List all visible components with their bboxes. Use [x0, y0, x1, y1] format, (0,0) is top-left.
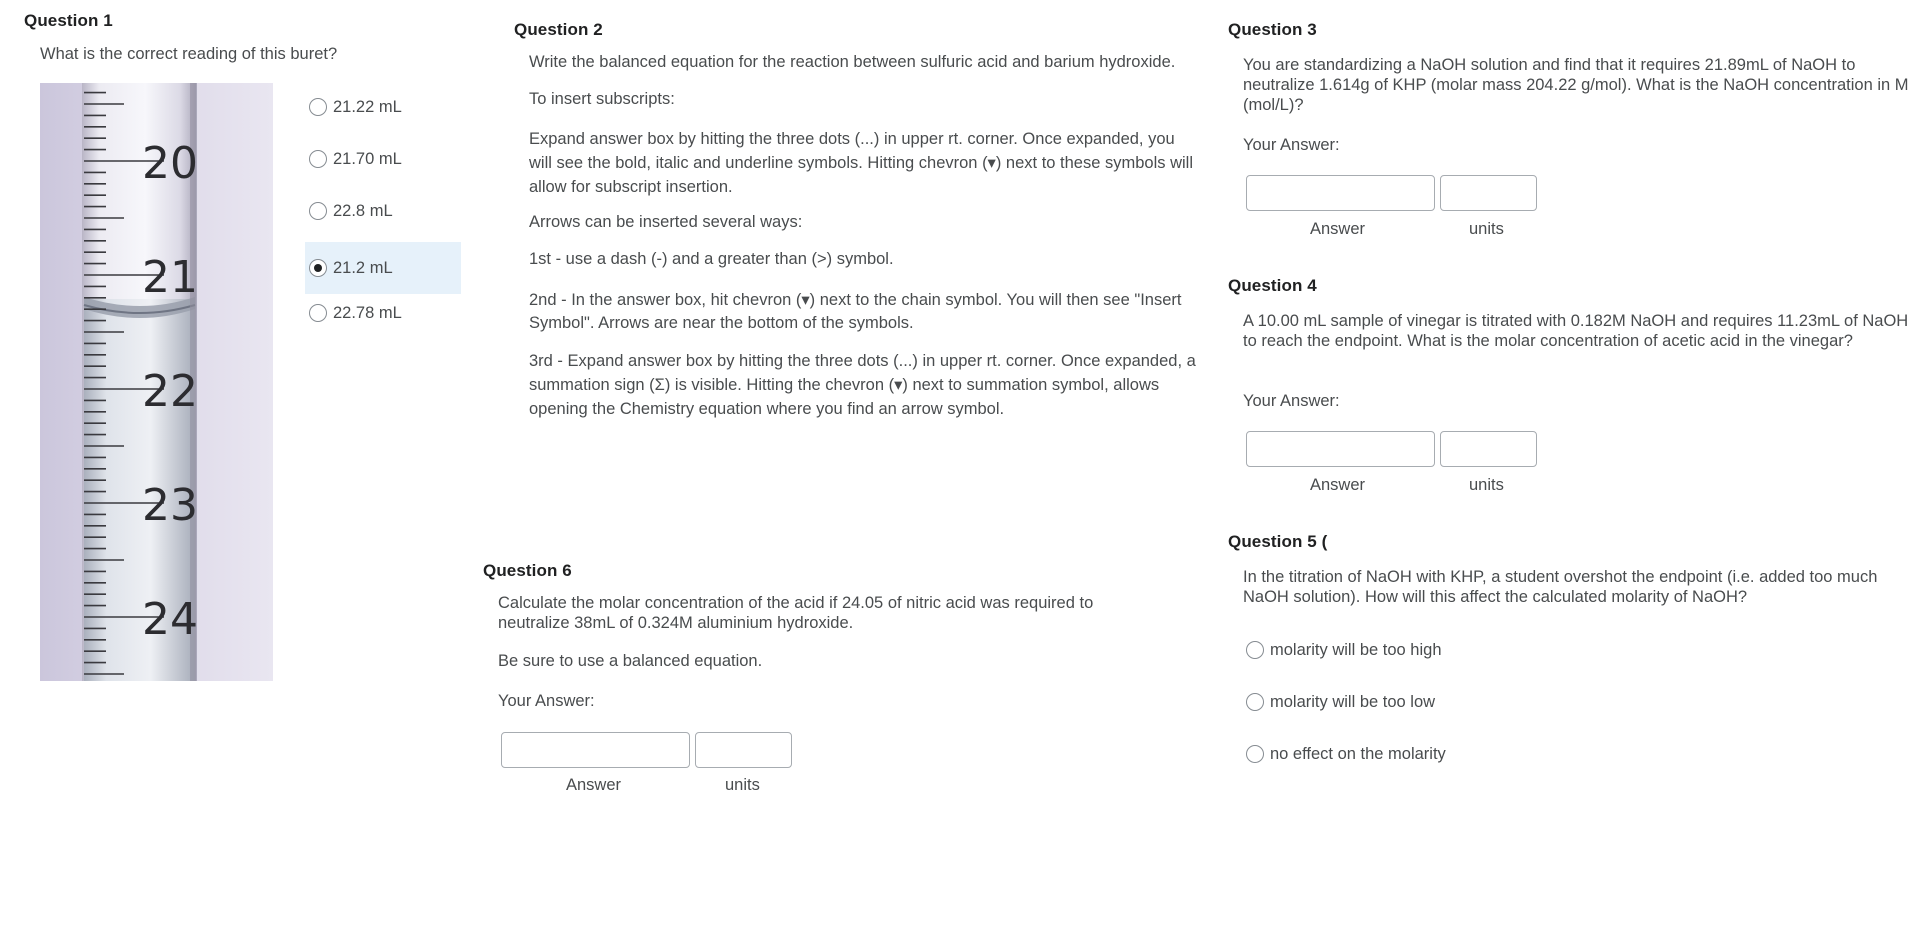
q1-option-4[interactable] [305, 242, 461, 294]
q1-option-5[interactable] [305, 288, 461, 338]
radio-button[interactable] [309, 304, 327, 322]
q3-units-caption: units [1469, 220, 1504, 238]
q1-option-label: 21.70 mL [333, 149, 402, 168]
q2-body [529, 52, 1197, 421]
buret-mark-22: 22 [142, 366, 198, 417]
q3-your-answer-label: Your Answer: [1243, 136, 1340, 154]
q5-option-2[interactable] [1242, 677, 1502, 727]
q1-option-label: 21.2 mL [333, 258, 393, 277]
radio-button[interactable] [309, 150, 327, 168]
q4-units-caption: units [1469, 476, 1504, 494]
radio-button[interactable] [1246, 693, 1264, 711]
q6-note: Be sure to use a balanced equation. [498, 652, 763, 670]
buret-mark-20: 20 [142, 138, 198, 189]
q3-title: Question 3 [1228, 20, 1317, 39]
q6-units-caption: units [725, 776, 760, 794]
q5-option-3[interactable] [1242, 729, 1502, 779]
q2-title: Question 2 [514, 20, 603, 39]
q5-option-label: molarity will be too high [1270, 640, 1442, 659]
radio-button[interactable] [309, 98, 327, 116]
q2-paragraph: Arrows can be inserted several ways: [529, 213, 803, 231]
q3-answer-caption: Answer [1310, 220, 1366, 238]
q2-paragraph: To insert subscripts: [529, 90, 675, 108]
q1-option-3[interactable] [305, 186, 461, 236]
q3-answer-input[interactable] [1246, 175, 1435, 211]
q1-option-1[interactable] [305, 82, 461, 132]
buret-image [40, 83, 273, 681]
q6-answer-input[interactable] [501, 732, 690, 768]
q6-prompt: Calculate the molar concentration of the acid if 24.05 of nitric acid was required to neutralize 38mL of 0.324M aluminium hydroxide. [498, 594, 1094, 632]
q6-units-input[interactable] [695, 732, 792, 768]
q2-paragraph: 2nd - In the answer box, hit chevron (▾) next to the chain symbol. You will then see "Insert Symbol". Arrows are near the bottom of the symbols. [529, 291, 1182, 332]
q4-answer-caption: Answer [1310, 476, 1366, 494]
q6-title: Question 6 [483, 561, 572, 580]
q4-answer-input[interactable] [1246, 431, 1435, 467]
q3-prompt: You are standardizing a NaOH solution and find that it requires 21.89mL of NaOH to neutralize 1.614g of KHP (molar mass 204.22 g/mol). What is the NaOH concentration in M (mol/L)? [1243, 56, 1909, 114]
q4-your-answer-label: Your Answer: [1243, 392, 1340, 410]
q1-option-label: 21.22 mL [333, 97, 402, 116]
q5-prompt: In the titration of NaOH with KHP, a student overshot the endpoint (i.e. added too much NaOH solution). How will this affect the calculated molarity of NaOH? [1243, 568, 1878, 606]
buret-mark-24: 24 [142, 594, 198, 645]
q4-units-input[interactable] [1440, 431, 1537, 467]
q1-prompt: What is the correct reading of this buret? [40, 45, 338, 63]
q5-option-label: molarity will be too low [1270, 692, 1436, 711]
radio-button[interactable] [309, 202, 327, 220]
q5-option-1[interactable] [1242, 625, 1502, 675]
q1-option-label: 22.8 mL [333, 201, 393, 220]
radio-button[interactable] [1246, 641, 1264, 659]
q1-title: Question 1 [24, 11, 113, 30]
q6-your-answer-label: Your Answer: [498, 692, 595, 710]
buret-mark-21: 21 [142, 252, 198, 303]
q3-units-input[interactable] [1440, 175, 1537, 211]
radio-button-selected[interactable] [309, 259, 327, 277]
radio-button[interactable] [1246, 745, 1264, 763]
q2-paragraph: 3rd - Expand answer box by hitting the three dots (...) in upper rt. corner. Once expanded, a summation sign (Σ) is visible. Hitting the chevron (▾) next to summation symbol, allows opening the Chemistry equation where you find an arrow symbol. [529, 352, 1196, 418]
q6-answer-caption: Answer [566, 776, 622, 794]
q2-paragraph: 1st - use a dash (-) and a greater than (>) symbol. [529, 250, 894, 268]
q4-prompt: A 10.00 mL sample of vinegar is titrated with 0.182M NaOH and requires 11.23mL of NaOH to reach the endpoint. What is the molar concentration of acetic acid in the vinegar? [1243, 312, 1909, 350]
q1-option-2[interactable] [305, 134, 461, 184]
q2-paragraph: Write the balanced equation for the reaction between sulfuric acid and barium hydroxide. [529, 53, 1176, 71]
q1-option-label: 22.78 mL [333, 303, 402, 322]
buret-mark-23: 23 [142, 480, 198, 531]
q2-paragraph: Expand answer box by hitting the three dots (...) in upper rt. corner. Once expanded, you will see the bold, italic and underline symbols. Hitting chevron (▾) next to these symbols will allow for subscript insertion. [529, 130, 1193, 196]
q4-title: Question 4 [1228, 276, 1317, 295]
q5-option-label: no effect on the molarity [1270, 744, 1446, 763]
q5-title: Question 5 ( [1228, 532, 1328, 551]
